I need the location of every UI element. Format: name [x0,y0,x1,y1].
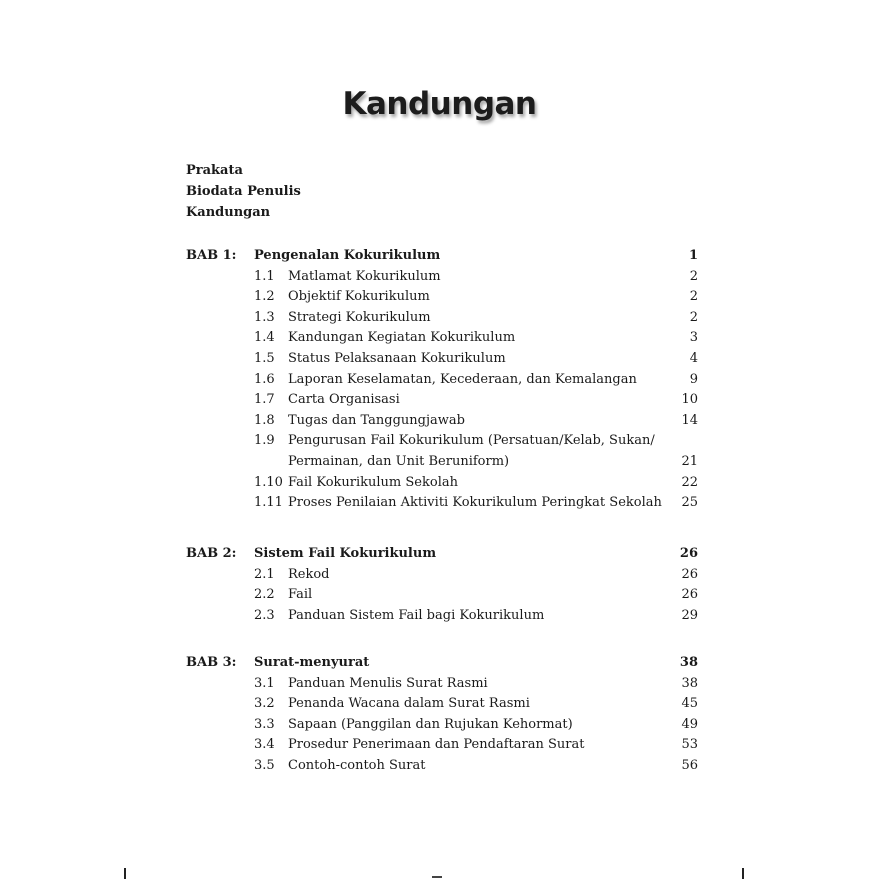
front-item-prakata[interactable]: Prakata [186,163,243,178]
page-title: Kandungan [342,86,537,122]
page-number: 25 [681,495,698,511]
page-number: 21 [681,453,698,469]
page-number: 4 [689,350,698,366]
section-title: Matlamat Kokurikulum [288,268,441,284]
page-number: 29 [681,607,698,623]
toc-entry[interactable] [186,756,698,777]
page-number: 1 [688,248,698,263]
chapter-title: Sistem Fail Kokurikulum [254,546,437,561]
crop-mark-right [742,868,744,879]
section-number: 1.3 [254,309,275,325]
toc-entry[interactable] [186,694,698,715]
section-title: Tugas dan Tanggungjawab [288,412,465,428]
toc-entry[interactable] [186,565,698,586]
toc-entry[interactable] [186,411,698,432]
section-title: Laporan Keselamatan, Kecederaan, dan Kemalangan [288,371,637,387]
chapter-title: Pengenalan Kokurikulum [254,248,441,263]
toc-entry[interactable] [186,267,698,288]
toc-entry[interactable] [186,473,698,494]
section-title: Proses Penilaian Aktiviti Kokurikulum Peringkat Sekolah [288,495,662,511]
page-number: 53 [681,737,698,753]
section-number: 1.6 [254,371,275,387]
section-number: 2.2 [254,587,275,603]
section-title: Panduan Sistem Fail bagi Kokurikulum [288,607,545,623]
section-number: 3.3 [254,716,275,732]
chapter-heading[interactable] [186,544,698,565]
chapter-2 [186,544,698,626]
chapter-label: BAB 2: [186,546,237,561]
page-number: 26 [681,566,698,582]
section-number: 1.2 [254,289,275,305]
toc-entry[interactable] [186,493,698,514]
page-number: 22 [681,474,698,490]
chapter-title: Surat-menyurat [254,655,370,670]
section-number: 3.2 [254,696,275,712]
section-title: Carta Organisasi [288,392,400,408]
section-number: 3.5 [254,757,275,773]
footer-mark [432,876,442,878]
toc-entry[interactable] [186,606,698,627]
section-title: Objektif Kokurikulum [288,289,430,305]
page-number: 3 [689,330,698,346]
page-number: 26 [679,546,698,561]
section-number: 1.7 [254,392,275,408]
section-number: 1.10 [254,474,283,490]
page-number: 10 [681,392,698,408]
page-number: 49 [681,716,698,732]
section-number: 3.1 [254,675,275,691]
page-number: 2 [689,309,698,325]
page-number: 38 [681,675,698,691]
toc-entry[interactable] [186,674,698,695]
chapter-heading[interactable] [186,653,698,674]
section-number: 1.11 [254,495,283,511]
page-number: 2 [689,289,698,305]
section-title: Penanda Wacana dalam Surat Rasmi [288,696,530,712]
page-number: 56 [681,757,698,773]
chapter-heading[interactable] [186,246,698,267]
section-title: Prosedur Penerimaan dan Pendaftaran Surat [288,737,585,753]
page-number: 26 [681,587,698,603]
page-number: 38 [679,655,698,670]
section-number: 3.4 [254,737,275,753]
chapter-3 [186,653,698,777]
front-item-kandungan[interactable]: Kandungan [186,205,271,220]
section-title: Rekod [288,566,330,582]
section-number: 2.1 [254,566,275,582]
crop-mark-left [124,868,126,879]
section-title: Kandungan Kegiatan Kokurikulum [288,330,516,346]
page-number: 14 [681,412,698,428]
toc-entry[interactable] [186,308,698,329]
toc-entry-continued[interactable] [186,452,698,473]
toc-entry[interactable] [186,735,698,756]
toc-entry[interactable] [186,287,698,308]
toc-entry[interactable] [186,431,698,452]
page-number: 9 [689,371,698,387]
chapter-label: BAB 1: [186,248,237,263]
toc-entry[interactable] [186,328,698,349]
front-matter [186,160,301,223]
toc-entry[interactable] [186,715,698,736]
section-title: Contoh-contoh Surat [288,757,426,773]
toc-entry[interactable] [186,390,698,411]
page-number: 2 [689,268,698,284]
section-number: 1.9 [254,433,275,449]
toc-entry[interactable] [186,585,698,606]
section-title: Status Pelaksanaan Kokurikulum [288,350,506,366]
section-number: 1.1 [254,268,275,284]
section-number: 2.3 [254,607,275,623]
section-title: Panduan Menulis Surat Rasmi [288,675,488,691]
toc-entry[interactable] [186,370,698,391]
section-number: 1.5 [254,350,275,366]
section-title: Fail Kokurikulum Sekolah [288,474,458,490]
section-number: 1.4 [254,330,275,346]
toc-entry[interactable] [186,349,698,370]
section-title: Pengurusan Fail Kokurikulum (Persatuan/Kelab, Sukan/ [288,433,655,449]
section-title: Sapaan (Panggilan dan Rujukan Kehormat) [288,716,573,732]
section-title: Fail [288,587,313,603]
section-title-continued: Permainan, dan Unit Beruniform) [288,453,510,469]
chapter-1 [186,246,698,514]
chapter-label: BAB 3: [186,655,237,670]
front-item-biodata[interactable]: Biodata Penulis [186,184,301,199]
page-number: 45 [681,696,698,712]
section-number: 1.8 [254,412,275,428]
section-title: Strategi Kokurikulum [288,309,431,325]
